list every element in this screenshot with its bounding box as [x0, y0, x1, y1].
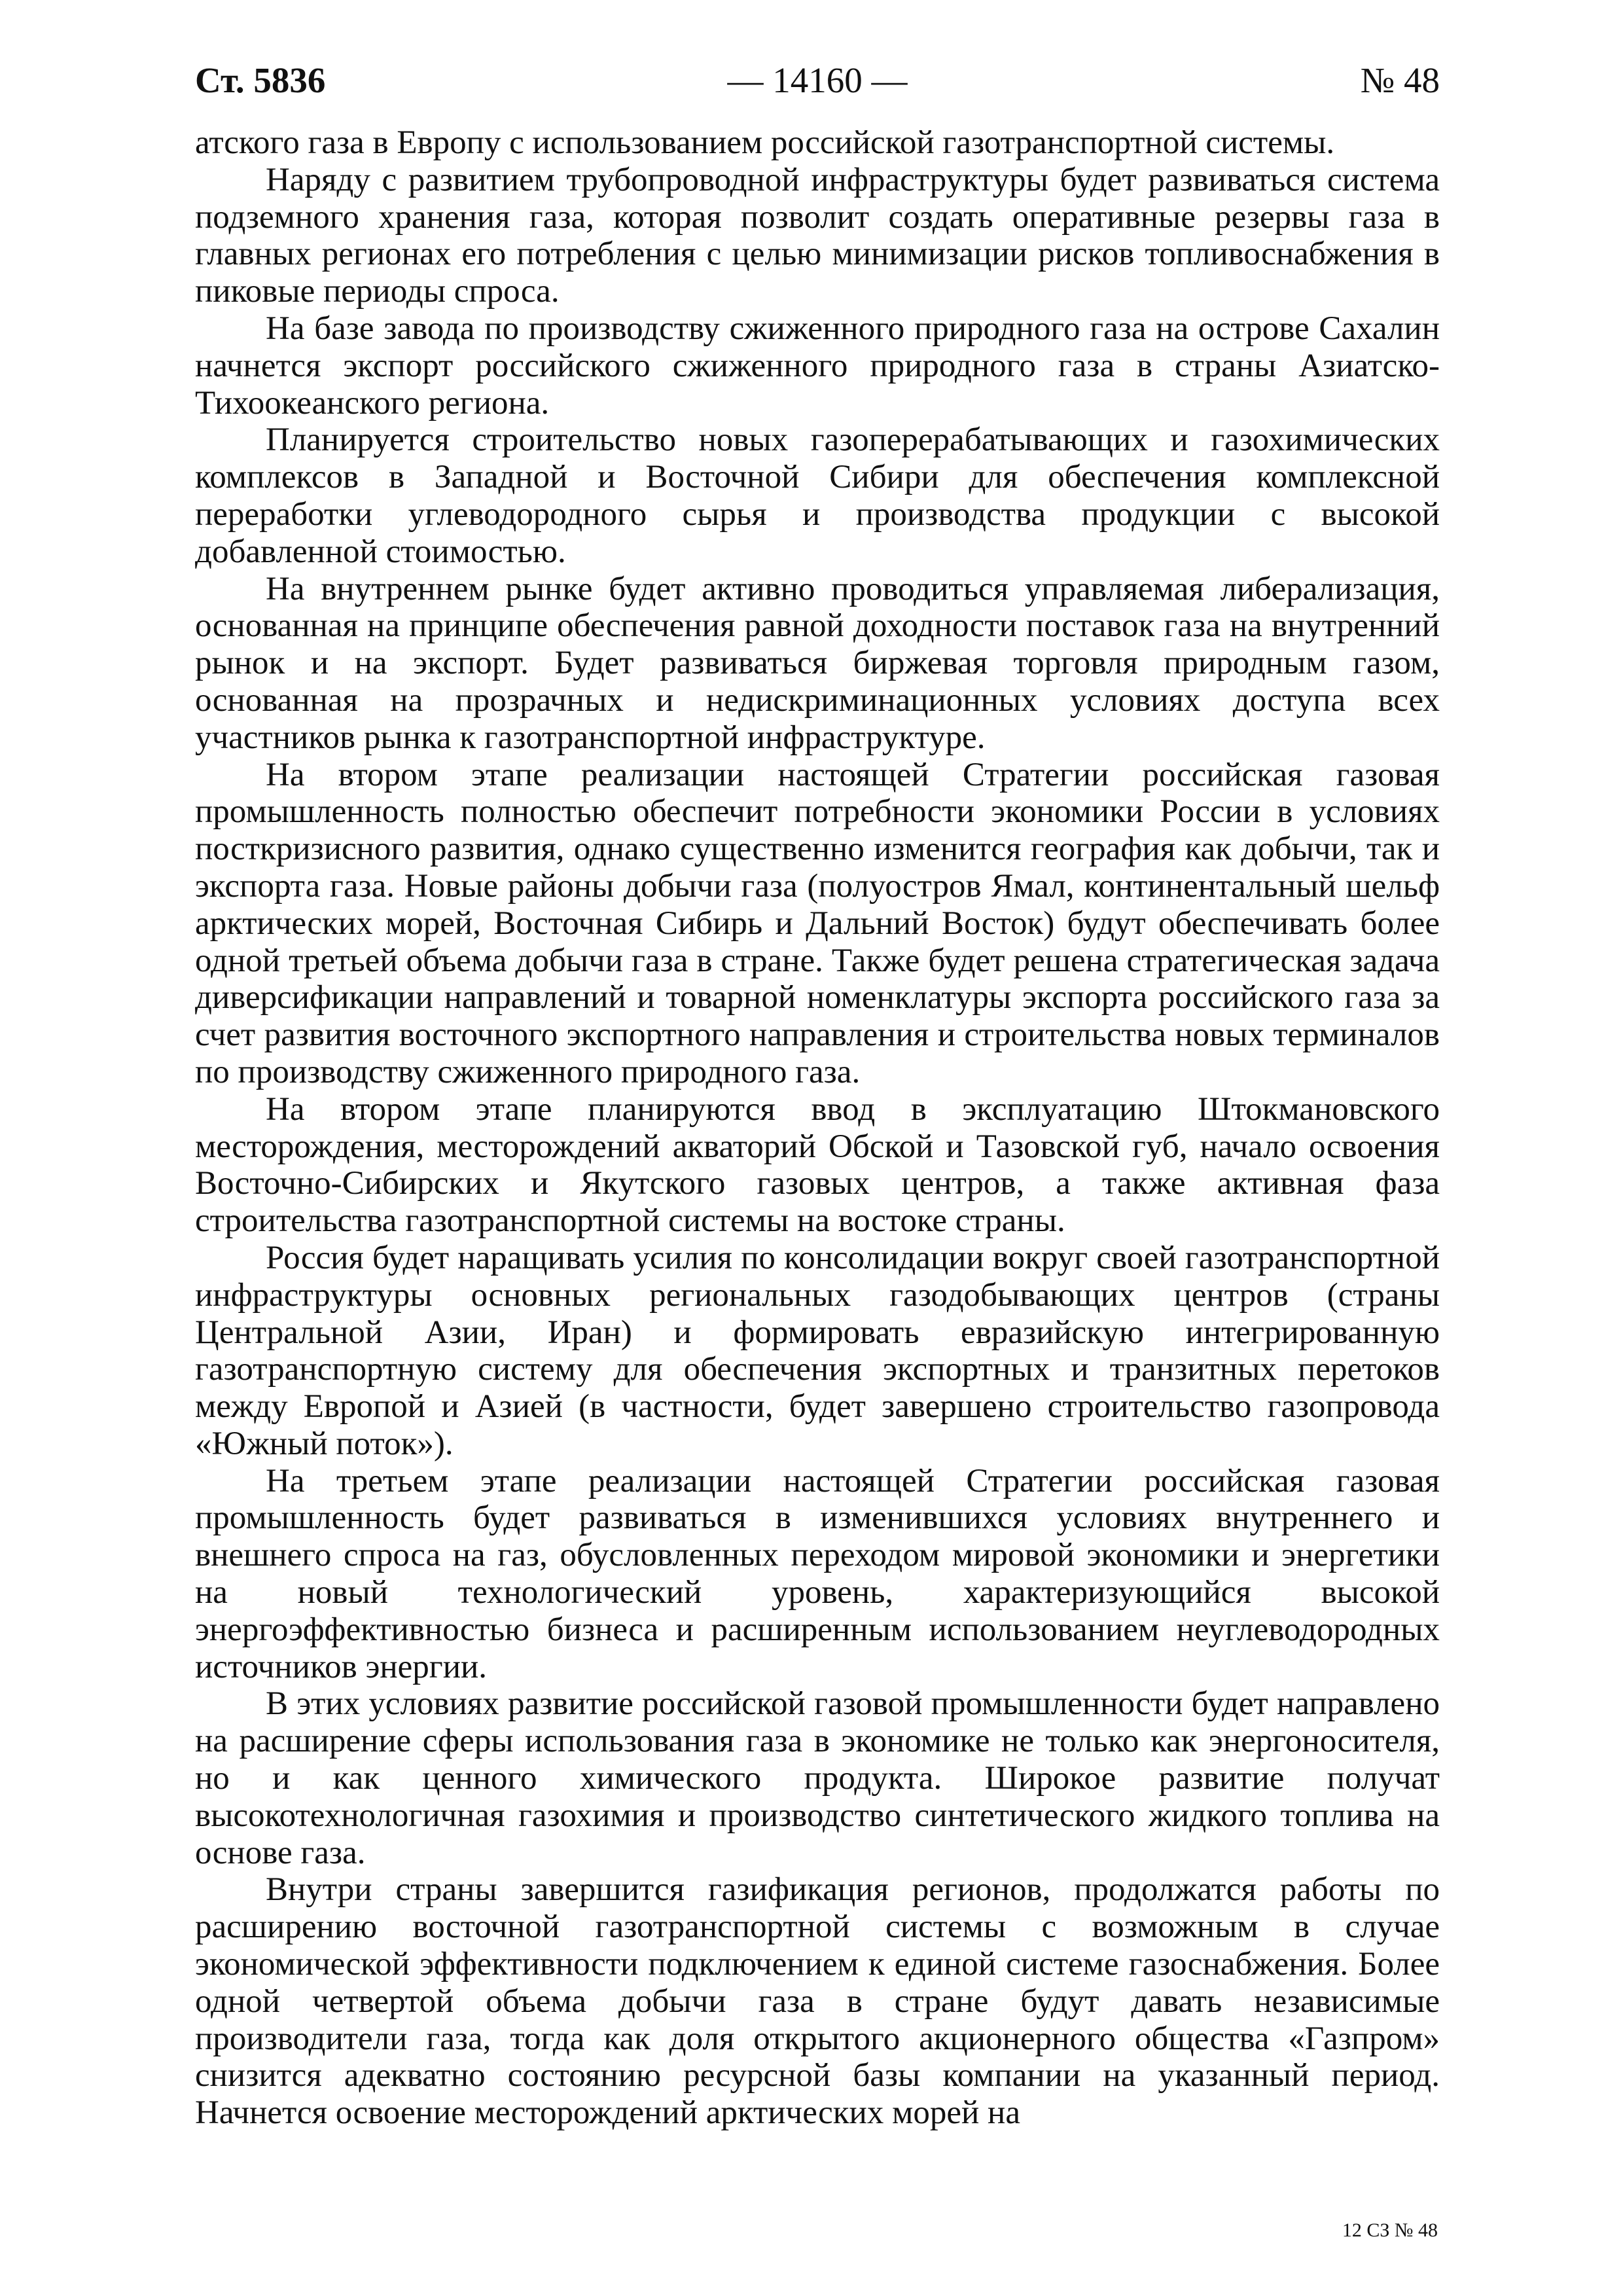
paragraph: На третьем этапе реализации настоящей Стратегии российская газовая промышленность будет развиваться в изменившихся условиях внутреннего и внешнего спроса на газ, обусловленных переходом мировой экономики и энергетики на новый технологический уровень, характеризующийся высокой энергоэффективностью бизнеса и расширенным использованием неуглеводородных источников энергии.: [195, 1462, 1440, 1685]
article-number: Ст. 5836: [195, 60, 326, 100]
paragraph: На втором этапе реализации настоящей Стратегии российская газовая промышленность полностью обеспечит потребности экономики России в условиях посткризисного развития, однако существенно изменится география как добычи, так и экспорта газа. Новые районы добычи газа (полуостров Ямал, континентальный шельф арктических морей, Восточная Сибирь и Дальний Восток) будут обеспечивать более одной третьей объема добычи газа в стране. Также будет решена стратегическая задача диверсификации направлений и товарной номенклатуры экспорта российского газа за счет развития восточного экспортного направления и строительства новых терминалов по производству сжиженного природного газа.: [195, 756, 1440, 1090]
paragraph-continuation: атского газа в Европу с использованием российской газотранспортной системы.: [195, 124, 1335, 161]
document-body: [195, 124, 1440, 2132]
page-header: [195, 51, 1440, 110]
paragraph: На внутреннем рынке будет активно проводиться управляемая либерализация, основанная на принципе обеспечения равной доходности поставок газа на внутренний рынок и на экспорт. Будет развиваться биржевая торговля природным газом, основанная на прозрачных и недискриминационных условиях доступа всех участников рынка к газотранспортной инфраструктуре.: [195, 570, 1440, 756]
paragraph: На втором этапе планируются ввод в эксплуатацию Штокмановского месторождения, месторождений акваторий Обской и Тазовской губ, начало освоения Восточно-Сибирских и Якутского газовых центров, а также активная фаза строительства газотранспортной системы на востоке страны.: [195, 1090, 1440, 1240]
page-number: — 14160 —: [727, 60, 908, 100]
paragraph: На базе завода по производству сжиженного природного газа на острове Сахалин начнется экспорт российского сжиженного природного газа в страны Азиатско-Тихоокеанского региона.: [195, 310, 1440, 422]
paragraph: Наряду с развитием трубопроводной инфраструктуры будет развиваться система подземного хранения газа, которая позволит создать оперативные резервы газа в главных регионах его потребления с целью минимизации рисков топливоснабжения в пиковые периоды спроса.: [195, 161, 1440, 310]
paragraph: Россия будет наращивать усилия по консолидации вокруг своей газотранспортной инфраструктуры основных региональных газодобывающих центров (страны Центральной Азии, Иран) и формировать евразийскую интегрированную газотранспортную систему для обеспечения экспортных и транзитных перетоков между Европой и Азией (в частности, будет завершено строительство газопровода «Южный поток»).: [195, 1239, 1440, 1462]
sheet-signature: 12 СЗ № 48: [1342, 2219, 1438, 2241]
paragraph: Внутри страны завершится газификация регионов, продолжатся работы по расширению восточной газотранспортной системы с возможным в случае экономической эффективности подключением к единой системе газоснабжения. Более одной четвертой объема добычи газа в стране будут давать независимые производители газа, тогда как доля открытого акционерного общества «Газпром» снизится адекватно состоянию ресурсной базы компании на указанный период. Начнется освоение месторождений арктических морей на: [195, 1871, 1440, 2132]
paragraph: Планируется строительство новых газоперерабатывающих и газохимических комплексов в Западной и Восточной Сибири для обеспечения комплексной переработки углеводородного сырья и производства продукции с высокой добавленной стоимостью.: [195, 422, 1440, 570]
issue-number: № 48: [1360, 60, 1440, 100]
paragraph: В этих условиях развитие российской газовой промышленности будет направлено на расширение сферы использования газа в экономике не только как энергоносителя, но и как ценного химического продукта. Широкое развитие получат высокотехнологичная газохимия и производство синтетического жидкого топлива на основе газа.: [195, 1685, 1440, 1871]
